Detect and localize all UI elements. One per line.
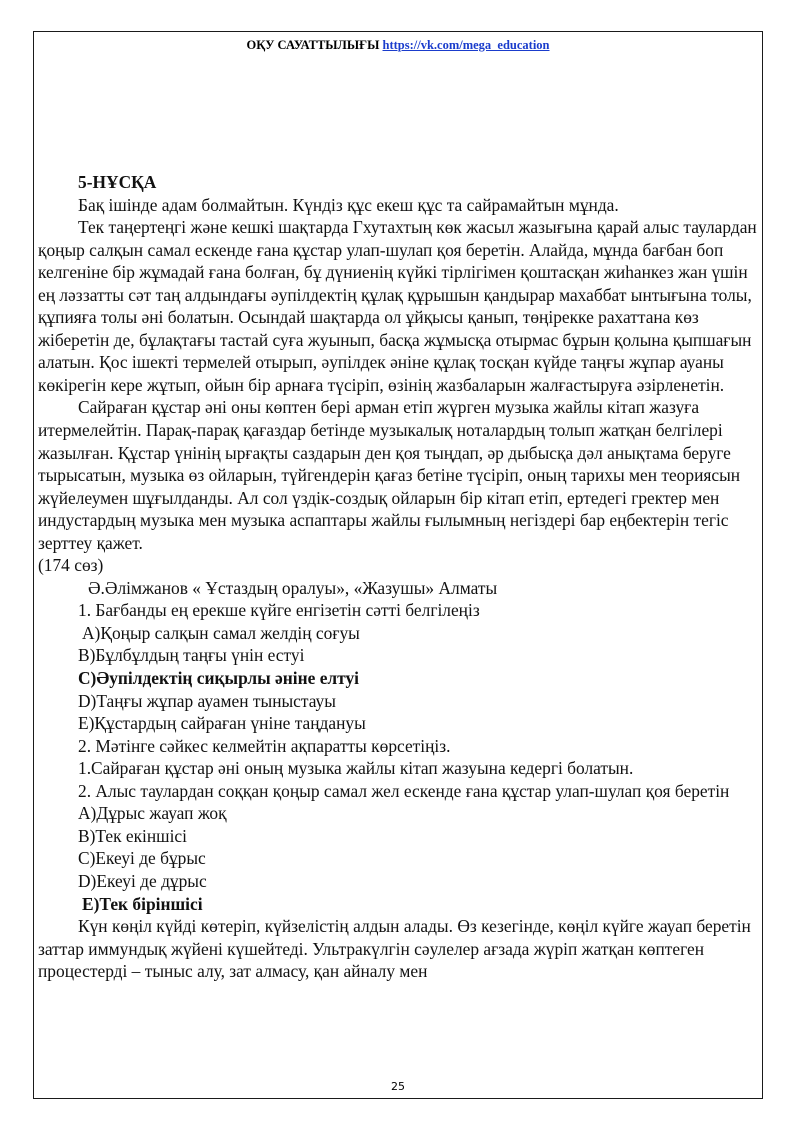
page-number: 25 [391,1080,405,1093]
paragraph: Күн көңіл күйді көтеріп, күйзелістің алдын алады. Өз кезегінде, көңіл күйге жауап беретін заттар иммундық жүйені күшейтеді. Ультракүлгін сәулелер ағзада жүріп жатқан көптеген процестерді – тыныс алу, зат алмасу, қан айналу мен [38,916,751,982]
paragraph: Бақ ішінде адам болмайтын. Күндіз құс екеш құс та сайрамайтын мұнда. [78,194,619,215]
question-1: 1. Бағбанды ең ерекше күйге енгізетін сәтті белгілеңіз [78,600,480,621]
answer-option: В)Бұлбұлдың таңғы үнін естуі [78,645,305,666]
variant-title: 5-НҰСҚА [78,172,157,192]
document-body [38,171,760,983]
answer-option: Е)Құстардың сайраған үніне таңдануы [78,713,366,734]
answer-option: D)Таңғы жұпар ауамен тыныстауы [78,690,336,711]
question-2-statement: 2. Алыс таулардан соққан қоңыр самал жел ескенде ғана құстар улап-шулап қоя беретін [78,780,730,801]
answer-option: А)Қоңыр салқын самал желдің соғуы [82,622,360,643]
answer-option-correct: Е)Тек біріншісі [82,893,203,914]
header-title: ОҚУ САУАТТЫЛЫҒЫ [246,38,380,52]
question-2: 2. Мәтінге сәйкес келмейтін ақпаратты көрсетіңіз. [78,735,451,756]
answer-option: А)Дұрыс жауап жоқ [78,803,227,824]
answer-option: В)Тек екіншісі [78,825,187,846]
question-2-statement: 1.Сайраған құстар әні оның музыка жайлы кітап жазуына кедергі болатын. [78,758,634,779]
page-header [33,38,763,53]
header-link[interactable]: https://vk.com/mega_education [382,38,550,52]
answer-option: D)Екеуі де дұрыс [78,870,207,891]
word-count: (174 сөз) [38,555,104,576]
paragraph: Сайраған құстар әні оны көптен бері арман етіп жүрген музыка жайлы кітап жазуға итермелейтін. Парақ-парақ қағаздар бетінде музыкалық ноталардың толып жатқан белгілері жазылған. Құстар үнінің ырғақты саздарын ден қоя тыңдап, әр дыбысқа дәл анықтама беруге тырысатын, музыка өз ойларын, түйгендерін қағаз бетіне түсіріп, оның тарихы мен теориясын жүйелеумен шұғылданды. Ал сол үздік-создық ойларын бір кітап етіп, ертедегі гректер мен индустардың музыка мен музыка аспаптары жайлы ғылымның негіздері бар еңбектерін тегіс зерттеу қажет. [38,397,741,553]
paragraph: Тек таңертеңгі және кешкі шақтарда Гхутахтың көк жасыл жазығына қарай алыс таулардан қоңыр салқын самал ескенде ғана құстар улап-шулап қоя беретін. Алайда, мұнда бағбан боп келгеніне бір жұмадай ғана болған, бұ дүниенің күйкі тірлігімен қоштасқан жиһанкез жан үшін ең ләззатты сәт таң алдындағы әупілдектің құлақ құрышын қандырар махаббат ынтығына толы, құпияға толы әні болатын. Осындай шақтарда ол ұйқысы қанып, төңірекке рахаттана көз жіберетін де, бұлақтағы тастай суға жуынып, басқа жұмысқа отырмас бұрын қолына қыпшағын алатын. Қос ішекті термелей отырып, әупілдек әніне құлақ тосқан күйде таңғы жұпар ауаны көкірегін кере жұтып, ойын бір арнаға түсіріп, өзінің жазбаларын жалғастыруға әзірленетін. [38,217,757,395]
answer-option: С)Екеуі де бұрыс [78,848,206,869]
answer-option-correct: С)Әупілдектің сиқырлы әніне елтуі [78,668,360,689]
author-line: Ә.Әлімжанов « Ұстаздың оралуы», «Жазушы» Алматы [88,577,498,598]
